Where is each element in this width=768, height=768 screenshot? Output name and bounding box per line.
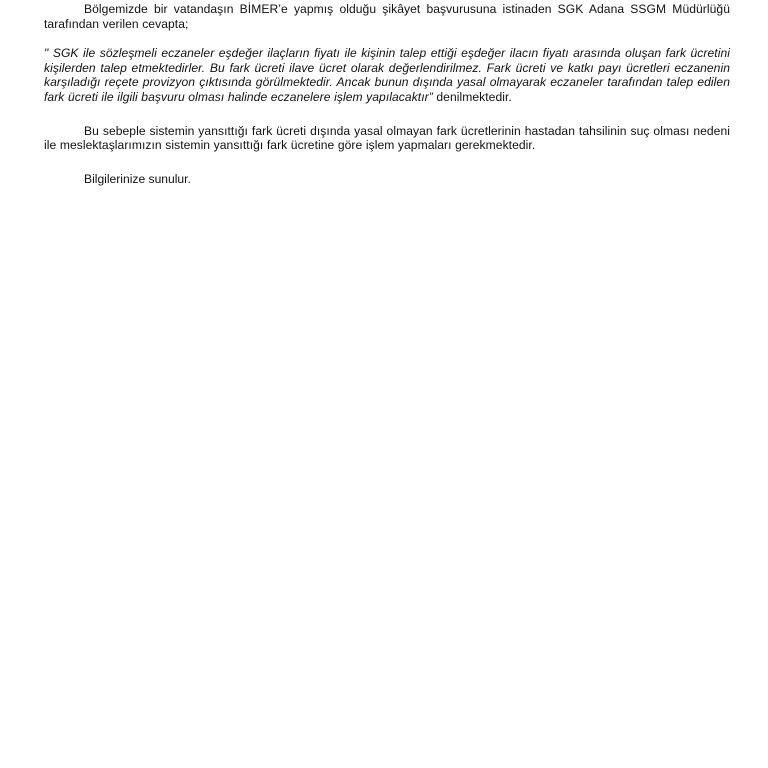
quote-body-text: " SGK ile sözleşmeli eczaneler eşdeğer ilaçların fiyatı ile kişinin talep ettiği eşdeğer ilacın fiyatı arasında oluşan fark ücretini kişilerden talep etmektedirler. Bu fark ücreti ilave ücret olarak değerlendirilmez. Fark ücreti ve katkı payı ücretleri eczanenin karşıladığı reçete provizyon çıktısında görülmektedir. Ancak bunun dışında yasal olmayarak eczaneler tarafından talep edilen fark ücreti ile ilgili başvuru olması halinde eczanelere işlem yapılacaktır”: [44, 46, 730, 104]
quote-attribution-text: denilmektedir.: [432, 89, 512, 104]
paragraph-closing: Bilgilerinize sunulur.: [84, 171, 191, 186]
document-text-body: [44, 2, 730, 186]
paragraph-spacer: [44, 31, 730, 46]
paragraph-spacer: [44, 105, 730, 124]
paragraph-quoted-response: [44, 46, 730, 104]
paragraph-spacer: [44, 153, 730, 172]
paragraph-intro: Bölgemizde bir vatandaşın BİMER’e yapmış olduğu şikâyet başvurusuna istinaden SGK Adana SSGM Müdürlüğü tarafından verilen cevapta;: [44, 2, 730, 31]
paragraph-conclusion: Bu sebeple sistemin yansıttığı fark ücreti dışında yasal olmayan fark ücretlerinin hastadan tahsilinin suç olması nedeni ile meslektaşlarımızın sistemin yansıttığı fark ücretine göre işlem yapmaları gerekmektedir.: [44, 123, 730, 153]
